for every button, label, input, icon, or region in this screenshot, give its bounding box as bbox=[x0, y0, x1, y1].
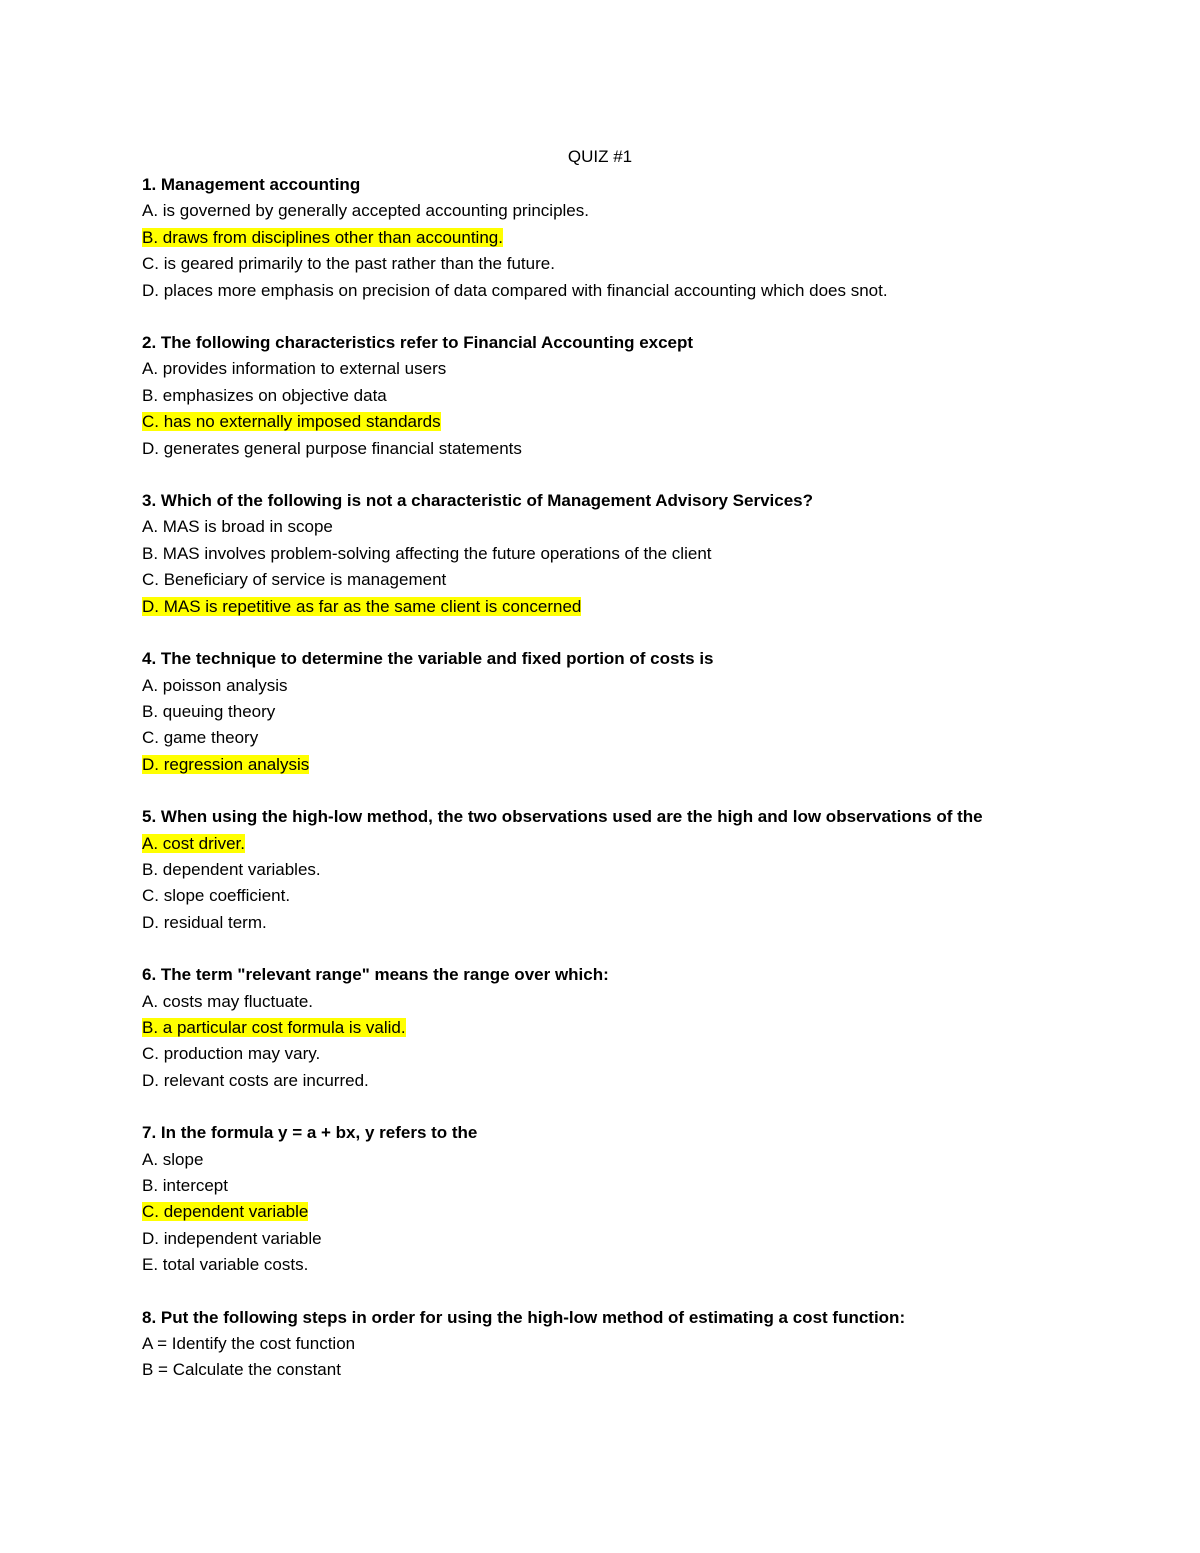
question-text: 8. Put the following steps in order for using the high-low method of estimating a cost function: bbox=[142, 1307, 906, 1327]
answer-option: C. dependent variable bbox=[142, 1202, 309, 1222]
question-text: 3. Which of the following is not a characteristic of Management Advisory Services? bbox=[142, 491, 814, 511]
answer-option: A. costs may fluctuate. bbox=[142, 991, 314, 1011]
answer-option: B. queuing theory bbox=[142, 701, 276, 721]
answer-option: E. total variable costs. bbox=[142, 1255, 309, 1275]
question-text: 2. The following characteristics refer to Financial Accounting except bbox=[142, 333, 694, 353]
answer-option: D. MAS is repetitive as far as the same client is concerned bbox=[142, 596, 582, 616]
question-text: 7. In the formula y = a + bx, y refers to the bbox=[142, 1123, 478, 1143]
answer-option: D. relevant costs are incurred. bbox=[142, 1070, 369, 1090]
question-6 bbox=[142, 962, 1062, 1094]
question-text: 5. When using the high-low method, the two observations used are the high and low observations of the bbox=[142, 807, 983, 827]
answer-option: D. residual term. bbox=[142, 912, 267, 932]
answer-option: B. a particular cost formula is valid. bbox=[142, 1017, 406, 1037]
answer-option: A. cost driver. bbox=[142, 833, 245, 853]
question-5 bbox=[142, 804, 1062, 936]
answer-option: D. independent variable bbox=[142, 1228, 322, 1248]
answer-option: C. Beneficiary of service is management bbox=[142, 570, 447, 590]
answer-option: A = Identify the cost function bbox=[142, 1334, 356, 1354]
question-1 bbox=[142, 172, 1062, 304]
answer-option: D. places more emphasis on precision of data compared with financial accounting which does snot. bbox=[142, 280, 888, 300]
answer-option: C. slope coefficient. bbox=[142, 886, 291, 906]
question-text: 4. The technique to determine the variable and fixed portion of costs is bbox=[142, 649, 714, 669]
question-4 bbox=[142, 646, 1062, 778]
question-2 bbox=[142, 330, 1062, 462]
answer-option: B. MAS involves problem-solving affecting the future operations of the client bbox=[142, 543, 712, 563]
answer-option: A. poisson analysis bbox=[142, 675, 288, 695]
question-8 bbox=[142, 1305, 1062, 1384]
answer-option: C. production may vary. bbox=[142, 1044, 321, 1064]
answer-option: C. has no externally imposed standards bbox=[142, 412, 441, 432]
answer-option: C. game theory bbox=[142, 728, 259, 748]
answer-option: B = Calculate the constant bbox=[142, 1360, 341, 1380]
answer-option: B. emphasizes on objective data bbox=[142, 385, 387, 405]
question-text: 6. The term "relevant range" means the range over which: bbox=[142, 965, 609, 985]
answer-option: A. provides information to external users bbox=[142, 359, 447, 379]
page-title: QUIZ #1 bbox=[567, 147, 633, 166]
answer-option: C. is geared primarily to the past rather than the future. bbox=[142, 254, 555, 274]
answer-option: A. slope bbox=[142, 1149, 204, 1169]
answer-option: B. draws from disciplines other than accounting. bbox=[142, 227, 503, 247]
answer-option: A. MAS is broad in scope bbox=[142, 517, 333, 537]
answer-option: D. regression analysis bbox=[142, 754, 310, 774]
answer-option: B. dependent variables. bbox=[142, 859, 321, 879]
question-text: 1. Management accounting bbox=[142, 175, 361, 194]
question-list bbox=[142, 172, 1062, 1410]
question-7 bbox=[142, 1120, 1062, 1278]
answer-option: A. is governed by generally accepted accounting principles. bbox=[142, 201, 589, 221]
question-3 bbox=[142, 488, 1062, 620]
answer-option: D. generates general purpose financial statements bbox=[142, 438, 522, 458]
answer-option: B. intercept bbox=[142, 1176, 228, 1195]
